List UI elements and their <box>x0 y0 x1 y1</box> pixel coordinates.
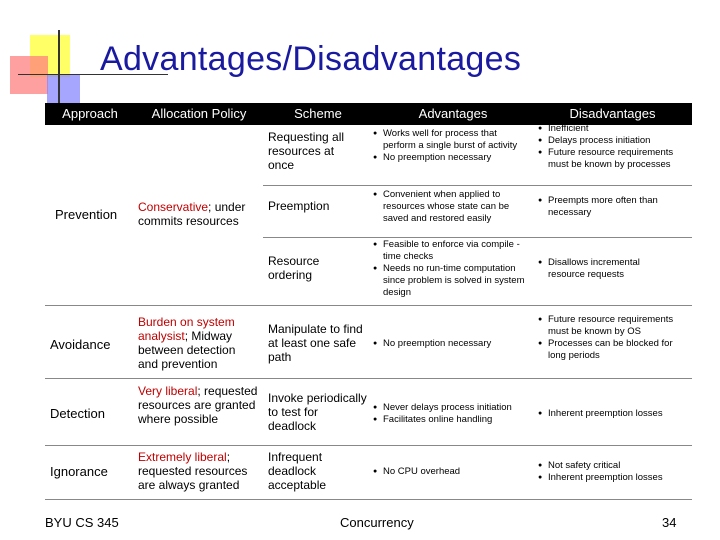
list-item: ● Convenient when applied to resources whose state can be saved and restored easily <box>373 189 531 225</box>
disadvantages-preemption <box>538 195 692 219</box>
list-item: ● Never delays process initiation <box>373 402 533 414</box>
list-item: ● Feasible to enforce via compile -time checks <box>373 239 533 263</box>
row-divider <box>45 305 692 306</box>
footer-topic: Concurrency <box>340 515 414 530</box>
list-item: ● Processes can be blocked for long periods <box>538 338 692 362</box>
list-item: ● Delays process initiation <box>538 135 692 147</box>
header-allocation-policy: Allocation Policy <box>151 106 247 121</box>
list-item: ● No CPU overhead <box>373 466 531 478</box>
row-divider <box>45 378 692 379</box>
policy-rest: ; Midway between detection and prevention <box>138 329 236 371</box>
policy-highlight: Burden on system analysist <box>138 315 235 343</box>
list-item: ● Facilitates online handling <box>373 414 533 426</box>
list-item: ● Disallows incremental resource requests <box>538 257 668 281</box>
scheme-preemption: Preemption <box>268 199 330 213</box>
footer-page-number: 34 <box>662 515 677 530</box>
policy-rest: ; under commits resources <box>138 200 246 228</box>
header-approach: Approach <box>62 106 118 121</box>
scheme-resource-ordering: Resource ordering <box>268 254 320 282</box>
policy-highlight: Very liberal <box>138 384 198 398</box>
header-scheme: Scheme <box>294 106 342 121</box>
list-item: ● Preempts more often than necessary <box>538 195 692 219</box>
scheme-ignorance: Infrequent deadlock acceptable <box>268 450 327 492</box>
approach-prevention: Prevention <box>55 207 118 222</box>
list-item: ● Works well for process that perform a single burst of activity <box>373 128 531 152</box>
deco-red-square <box>10 56 48 94</box>
scheme-detection: Invoke periodically to test for deadlock <box>268 391 367 433</box>
list-item: ● Inherent preemption losses <box>538 408 692 420</box>
list-item: ● Inefficient <box>538 123 692 135</box>
list-item: ● No preemption necessary <box>373 152 531 164</box>
policy-ignorance <box>138 450 263 492</box>
row-divider <box>45 499 692 500</box>
row-divider <box>263 185 692 186</box>
advantages-requesting <box>373 128 531 164</box>
disadvantages-requesting <box>538 123 692 171</box>
header-disadvantages: Disadvantages <box>569 106 656 121</box>
disadvantages-detection <box>538 408 692 420</box>
advantages-preemption <box>373 189 531 225</box>
advantages-ignorance <box>373 466 531 478</box>
list-item: ● Needs no run-time computation since problem is solved in system design <box>373 263 533 299</box>
header-advantages: Advantages <box>418 106 488 121</box>
list-item: ● No preemption necessary <box>373 338 531 350</box>
approach-ignorance: Ignorance <box>50 464 108 479</box>
approach-avoidance: Avoidance <box>50 337 111 352</box>
policy-rest: ; requested resources are granted where possible <box>138 384 258 426</box>
list-item: ● Future resource requirements must be known by processes <box>538 147 692 171</box>
row-divider <box>263 237 692 238</box>
row-divider <box>45 445 692 446</box>
advantages-detection <box>373 402 533 426</box>
list-item: ● Not safety critical <box>538 460 692 472</box>
list-item: ● Future resource requirements must be known by OS <box>538 314 692 338</box>
scheme-avoidance: Manipulate to find at least one safe path <box>268 322 363 364</box>
policy-prevention <box>138 200 263 228</box>
footer-course: BYU CS 345 <box>45 515 119 530</box>
policy-detection <box>138 384 260 426</box>
disadvantages-avoidance <box>538 314 692 362</box>
scheme-requesting: Requesting all resources at once <box>268 130 345 172</box>
advantages-resource-ordering <box>373 239 533 299</box>
disadvantages-resource-ordering <box>538 257 668 281</box>
disadvantages-ignorance <box>538 460 692 484</box>
page-title: Advantages/Disadvantages <box>100 40 522 78</box>
list-item: ● Inherent preemption losses <box>538 472 692 484</box>
policy-highlight: Extremely liberal <box>138 450 227 464</box>
policy-rest: ; requested resources are always granted <box>138 450 248 492</box>
policy-avoidance <box>138 315 258 371</box>
advantages-avoidance <box>373 338 531 350</box>
approach-detection: Detection <box>50 406 105 421</box>
policy-highlight: Conservative <box>138 200 209 214</box>
